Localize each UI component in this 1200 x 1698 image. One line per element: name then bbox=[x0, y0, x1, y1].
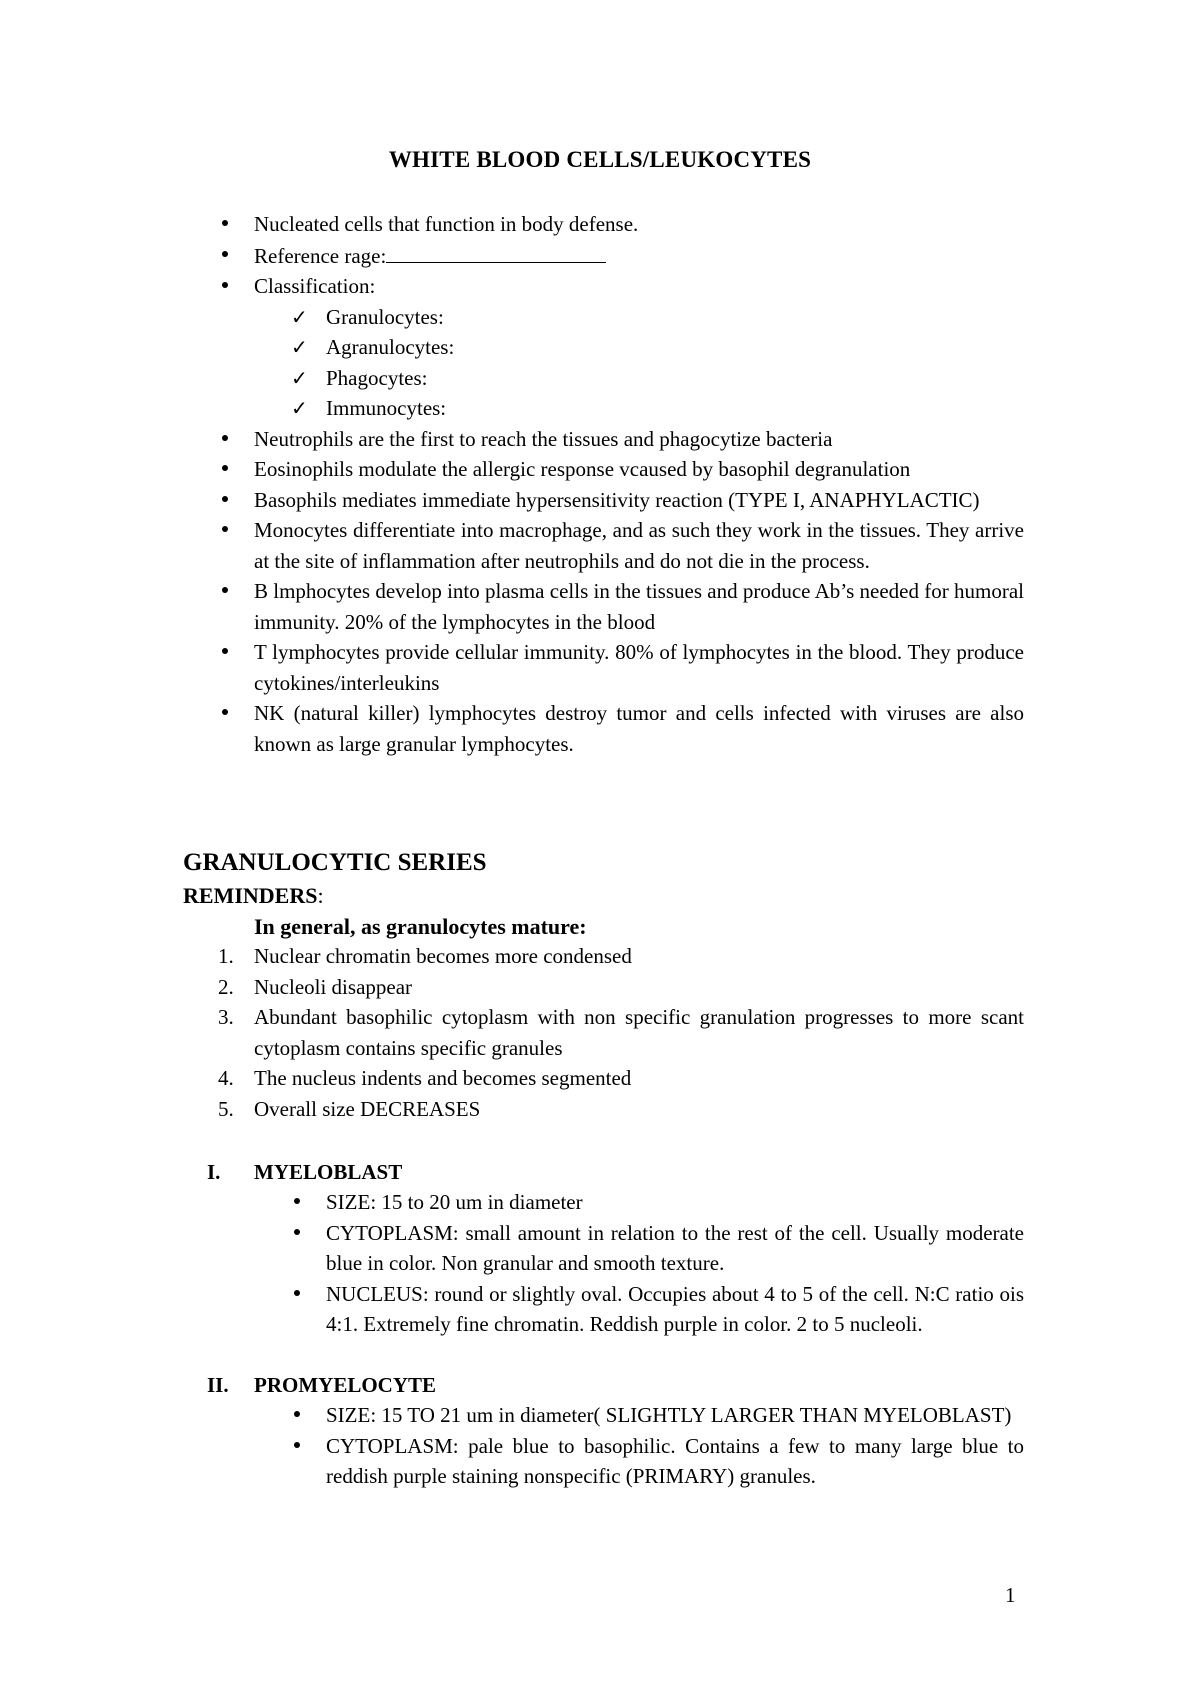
list-item: SIZE: 15 to 20 um in diameter bbox=[326, 1187, 1024, 1218]
list-item: Reference rage: bbox=[254, 240, 1024, 272]
checkmark-icon: ✓ bbox=[291, 396, 308, 420]
general-statement: In general, as granulocytes mature: bbox=[254, 914, 587, 939]
intro-bullet-list bbox=[254, 209, 1024, 759]
list-item: NUCLEUS: round or slightly oval. Occupies about 4 to 5 of the cell. N:C ratio ois 4:1. Extremely fine chromatin. Reddish purple in color. 2 to 5 nucleoli. bbox=[326, 1279, 1024, 1340]
list-item: ✓ Phagocytes: bbox=[326, 363, 1024, 394]
list-item: T lymphocytes provide cellular immunity. 80% of lymphocytes in the blood. They produce cytokines/interleukins bbox=[254, 637, 1024, 698]
list-item: 2. Nucleoli disappear bbox=[218, 974, 413, 999]
page-number: 1 bbox=[1005, 1583, 1016, 1607]
reference-range-blank bbox=[386, 240, 606, 263]
promyelocyte-list bbox=[326, 1400, 1024, 1492]
list-item: ✓ Agranulocytes: bbox=[326, 332, 1024, 363]
promyelocyte-heading: II. PROMYELOCYTE bbox=[207, 1373, 437, 1397]
list-item: B lmphocytes develop into plasma cells in the tissues and produce Ab’s needed for humoral immunity. 20% of the lymphocytes in the blood bbox=[254, 576, 1024, 637]
reminders-label: REMINDERS: bbox=[183, 883, 324, 908]
list-item: 5. Overall size DECREASES bbox=[218, 1096, 481, 1121]
checkmark-icon: ✓ bbox=[291, 335, 308, 359]
checkmark-icon: ✓ bbox=[291, 365, 308, 390]
list-item: ✓ Immunocytes: bbox=[326, 393, 1024, 424]
list-item: Neutrophils are the first to reach the tissues and phagocytize bacteria bbox=[254, 424, 1024, 455]
myeloblast-heading: I. MYELOBLAST bbox=[207, 1160, 403, 1184]
list-item: CYTOPLASM: pale blue to basophilic. Contains a few to many large blue to reddish purple staining nonspecific (PRIMARY) granules. bbox=[326, 1431, 1024, 1492]
list-item: NK (natural killer) lymphocytes destroy tumor and cells infected with viruses are also known as large granular lymphocytes. bbox=[254, 698, 1024, 759]
list-item: Classification: ✓ Granulocytes: ✓ Agranulocytes: ✓ Phagocytes: ✓ Immunocytes: bbox=[254, 271, 1024, 424]
maturation-steps-list bbox=[218, 941, 1024, 1124]
list-item: 3. Abundant basophilic cytoplasm with non specific granulation progresses to more scant cytoplasm contains specific granules bbox=[218, 1005, 1024, 1060]
list-item: CYTOPLASM: small amount in relation to the rest of the cell. Usually moderate blue in color. Non granular and smooth texture. bbox=[326, 1218, 1024, 1279]
classification-list bbox=[254, 302, 1024, 424]
list-item: SIZE: 15 TO 21 um in diameter( SLIGHTLY LARGER THAN MYELOBLAST) bbox=[326, 1400, 1024, 1431]
list-item: Nucleated cells that function in body defense. bbox=[254, 209, 1024, 240]
page-title: WHITE BLOOD CELLS/LEUKOCYTES bbox=[388, 147, 812, 172]
list-item: Eosinophils modulate the allergic response vcaused by basophil degranulation bbox=[254, 454, 1024, 485]
list-item: Monocytes differentiate into macrophage, and as such they work in the tissues. They arrive at the site of inflammation after neutrophils and do not die in the process. bbox=[254, 515, 1024, 576]
section-heading: GRANULOCYTIC SERIES bbox=[183, 849, 487, 876]
list-item: Basophils mediates immediate hypersensitivity reaction (TYPE I, ANAPHYLACTIC) bbox=[254, 485, 1024, 516]
list-item: 4. The nucleus indents and becomes segmented bbox=[218, 1066, 632, 1090]
checkmark-icon: ✓ bbox=[291, 304, 308, 329]
myeloblast-list bbox=[326, 1187, 1024, 1340]
list-item: 1. Nuclear chromatin becomes more condensed bbox=[218, 944, 632, 968]
list-item: ✓ Granulocytes: bbox=[326, 302, 1024, 333]
